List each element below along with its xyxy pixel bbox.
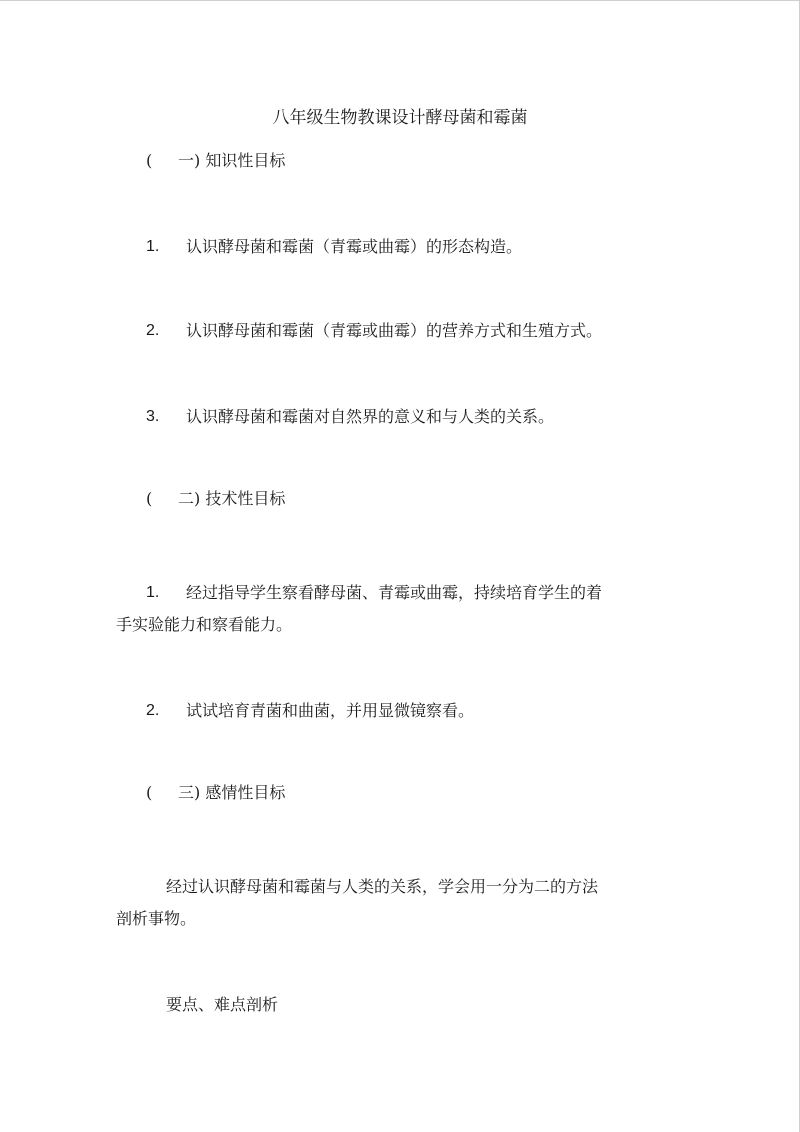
section-1-item-2-number: 2. [146,322,160,339]
section-1-item-2-text: 认识酵母菌和霉菌（青霉或曲霉）的营养方式和生殖方式。 [186,321,603,340]
section-1-heading: 一) 知识性目标 [178,151,286,170]
section-2-item-2-text: 试试培育青菌和曲菌，并用显微镜察看。 [186,701,475,720]
section-3-paragraph: 经过认识酵母菌和霉菌与人类的关系，学会用一分为二的方法 [166,877,599,896]
section-1-item-1-text: 认识酵母菌和霉菌（青霉或曲霉）的形态构造。 [186,237,523,256]
section-2-item-1-text-cont: 手实验能力和察看能力。 [116,615,293,634]
section-1-item-1-number: 1. [146,238,160,255]
section-2-paren: ( [146,489,153,508]
section-3-paren: ( [146,783,153,802]
section-2-item-2-number: 2. [146,702,160,719]
section-2-heading: 二) 技术性目标 [178,489,286,508]
section-1-item-3-text: 认识酵母菌和霉菌对自然界的意义和与人类的关系。 [186,407,555,426]
document-title: 八年级生物教课设计酵母菌和霉菌 [272,108,528,128]
section-2-item-1-text: 经过指导学生察看酵母菌、青霉或曲霉，持续培育学生的着 [186,583,603,602]
section-1-item-3-number: 3. [146,408,160,425]
key-points-heading: 要点、难点剖析 [166,995,279,1014]
section-3-paragraph-cont: 剖析事物。 [116,909,197,928]
section-1-paren: ( [146,151,153,170]
section-3-heading: 三) 感情性目标 [178,783,286,802]
section-2-item-1-number: 1. [146,584,160,601]
